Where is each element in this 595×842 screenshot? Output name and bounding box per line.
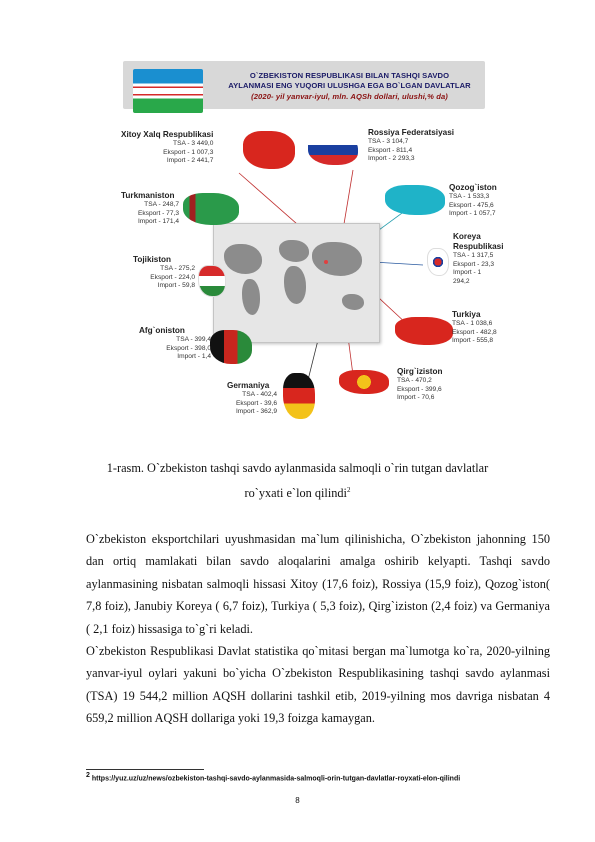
footnote: $^2$ https://yuz.uz/uz/news/ozbekiston-tashqi-savdo-aylanmasida-salmoqli-orin-tutgan-davlatlar-royxati-elon-qilindi [86,772,461,783]
map-land [242,279,260,315]
country-korea: Koreya Respublikasi TSA - 1 317,5 Eksport - 23,3 Import - 1 294,2 [453,232,504,285]
map-land [312,242,362,276]
world-map [213,223,380,343]
turkmenistan-flag-icon [183,193,239,225]
body-text [86,528,550,730]
country-turkey: Turkiya TSA - 1 038,6 Eksport - 482,8 Import - 555,8 [452,310,497,345]
country-tajikistan: Tojikiston TSA - 275,2 Eksport - 224,0 Import - 59,8 [133,255,195,290]
paragraph: O`zbekiston eksportchilari uyushmasidan ma`lum qilinishicha, O`zbekiston jahonning 150 dan ortiq mamlakati bilan savdo aloqalarini amalga oshirib kelyapti. Tashqi savdo aylanmasining nisbatan salmoqli hissasi Xitoy (17,6 foiz), Rossiya (15,9 foiz), Qozog`iston( 7,8 foiz), Janubiy Koreya ( 6,7 foiz), Turkiya ( 5,3 foiz), Qirg`iziston (2,4 foiz) va Germaniya ( 2,1 foiz) hissasiga to`g`ri keladi. [86,532,550,636]
germany-flag-icon [283,373,315,419]
russia-flag-icon [308,135,358,165]
map-land [284,266,306,304]
turkey-flag-icon [395,317,453,345]
map-land [342,294,364,310]
infographic-title-line1: O`ZBEKISTON RESPUBLIKASI BILAN TASHQI SAVDO [249,71,450,80]
trade-infographic [113,55,504,425]
footnote-link[interactable]: https://yuz.uz/uz/news/ozbekiston-tashqi-savdo-aylanmasida-salmoqli-orin-tutgan-davlatlar-royxati-elon-qilindi [91,775,461,783]
kazakhstan-flag-icon [385,185,445,215]
country-china: Xitoy Xalq Respublikasi TSA - 3 449,0 Eksport - 1 007,3 Import - 2 441,7 [121,130,214,165]
map-land [279,240,309,262]
country-germany: Germaniya TSA - 402,4 Eksport - 39,6 Import - 362,9 [227,381,277,416]
footnote-divider [86,769,204,770]
country-kyrgyzstan: Qirg`iziston TSA - 470,2 Eksport - 399,6 Import - 70,6 [397,367,443,402]
footnote-reference: 2 [346,486,351,494]
tajikistan-flag-icon [198,265,226,297]
country-russia: Rossiya Federatsiyasi TSA - 3 104,7 Eksport - 811,4 Import - 2 293,3 [368,128,455,163]
country-kazakhstan: Qozog`iston TSA - 1 533,3 Eksport - 475,6 Import - 1 057,7 [449,183,497,218]
uzbekistan-marker [324,260,328,264]
china-flag-icon [243,131,295,169]
korea-flag-icon [427,248,449,276]
kyrgyzstan-flag-icon [339,370,389,394]
afghanistan-flag-icon [210,330,252,364]
page-number: 8 [295,796,300,805]
infographic-title-line2: AYLANMASI ENG YUQORI ULUSHGA EGA BO`LGAN DAVLATLAR [228,81,471,90]
infographic-title-line3: (2020- yil yanvar-iyul, mln. AQSh dollari, ulushi,% da) [251,92,448,101]
country-turkmenistan: Turkmaniston TSA - 248,7 Eksport - 77,3 Import - 171,4 [121,191,179,226]
country-afghanistan: Afg`oniston TSA - 399,4 Eksport - 398,0 Import - 1,4 [139,326,211,361]
figure-caption-line2: ro`yxati e`lon qilindi$^2$ [244,486,351,501]
map-land [224,244,262,274]
figure-caption-line1: 1-rasm. O`zbekiston tashqi savdo aylanmasida salmoqli o`rin tutgan davlatlar [106,461,489,475]
paragraph: O`zbekiston Respublikasi Davlat statistika qo`mitasi bergan ma`lumotga ko`ra, 2020-yilning yanvar-iyul oylari yakuni bo`yicha O`zbekiston Respublikasining tashqi savdo aylanmasi (TSA) 19 544,2 million AQSH dollarini tashkil etib, 2019-yilning mos davriga nisbatan 4 659,2 million AQSH dollariga yoki 19,3 foizga kamaygan. [86,644,550,726]
